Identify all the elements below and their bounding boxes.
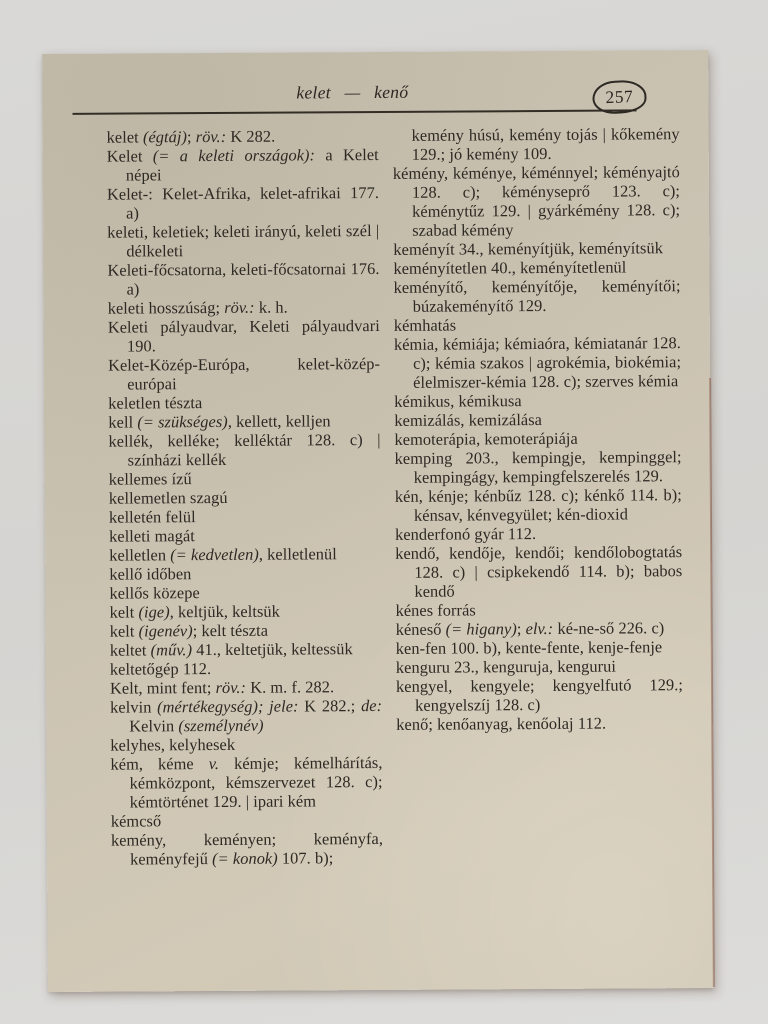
page-header [42, 50, 708, 116]
entry-italic-segment: (= konok) [212, 848, 278, 869]
dictionary-entry [394, 428, 681, 449]
dictionary-entry [395, 599, 682, 620]
dictionary-entry [110, 696, 382, 736]
dictionary-entry [109, 468, 381, 489]
entry-text-segment: Kelet-: Kelet-Afrika, kelet-afrikai 177. a) [106, 182, 380, 223]
entry-italic-segment: röv.: [195, 126, 227, 147]
entry-text-segment: kém, kéme [110, 754, 209, 774]
entry-text-segment: kenderfonó gyár 112. [395, 524, 537, 544]
entry-text-segment: keményítő, keményítője, keményítői; búzakeményítő 129. [393, 276, 681, 316]
entry-text-segment: keltet [109, 640, 151, 660]
dictionary-entry [108, 392, 380, 413]
entry-text-segment: kemoterápia, kemoterápiája [394, 428, 578, 449]
entry-italic-segment: (= kedvetlen) [170, 544, 259, 565]
dictionary-entry [394, 390, 681, 411]
entry-text-segment: K 282. [226, 126, 276, 146]
column-right [393, 124, 685, 867]
entry-text-segment: keltetőgép 112. [109, 659, 212, 679]
dictionary-entry [395, 485, 682, 525]
dictionary-entry [107, 145, 379, 185]
entry-text-segment: , kellett, kelljen [227, 411, 331, 431]
entry-italic-segment: (ige) [138, 602, 170, 622]
dictionary-entry [394, 314, 681, 335]
dictionary-entry [396, 713, 683, 734]
dictionary-entry [393, 238, 680, 259]
entry-text-segment: Kelvin [129, 716, 179, 736]
dictionary-entry [110, 753, 382, 812]
dictionary-entry [108, 411, 380, 432]
dictionary-entry [393, 162, 680, 240]
dictionary-entry [110, 620, 382, 641]
entry-text-segment: kellemetlen szagú [108, 487, 228, 508]
entry-text-segment: kelletén felül [108, 507, 196, 527]
entry-text-segment: kenő; kenőanyag, kenőolaj 112. [396, 713, 607, 734]
entry-text-segment: keletlen tészta [108, 393, 203, 413]
entry-italic-segment: (igenév) [138, 621, 193, 641]
entry-text-segment: kémcső [110, 811, 162, 831]
dictionary-entry [109, 563, 381, 584]
entry-text-segment: kendő, kendője, kendői; kendőlobogtatás 128. c) | csipkekendő 114. b); babos kendő [395, 542, 683, 601]
entry-text-segment: kelt [109, 621, 139, 641]
entry-text-segment: k. h. [254, 297, 288, 317]
dictionary-entry [109, 582, 381, 603]
entry-italic-segment: (égtáj) [142, 127, 188, 147]
entry-text-segment: Kelt, mint fent; [109, 677, 216, 698]
entry-text-segment: kelyhes, kelyhesek [110, 734, 236, 755]
entry-text-segment: Keleti-főcsatorna, keleti-főcsatornai 176. a) [107, 258, 380, 299]
entry-italic-segment: röv.: [215, 677, 247, 697]
dictionary-entry [393, 257, 680, 278]
dictionary-entry [108, 316, 380, 356]
dictionary-content [107, 124, 714, 869]
entry-text-segment: ken-fen 100. b), kente-fente, kenje-fenje [395, 637, 663, 658]
entry-text-segment: kemping 203., kempingje, kempinggel; kempingágy, kempingfelszerelés 129. [394, 447, 682, 487]
entry-text-segment: K. m. f. 282. [245, 677, 335, 697]
entry-text-segment: kellős közepe [109, 583, 200, 603]
entry-text-segment: kén, kénje; kénbűz 128. c); kénkő 114. b); kénsav, kénvegyület; kén-dioxid [394, 485, 682, 525]
dictionary-entry [109, 525, 381, 546]
dictionary-entry [109, 601, 381, 622]
entry-text-segment: K 282.; [298, 696, 362, 716]
dictionary-entry [396, 618, 683, 639]
entry-italic-segment: de: [360, 695, 383, 716]
entry-text-segment: ; [516, 619, 526, 639]
entry-italic-segment: (műv.) [150, 640, 193, 660]
entry-italic-segment: (= higany) [445, 619, 517, 639]
dictionary-entry [396, 637, 683, 658]
dictionary-page [42, 50, 714, 992]
entry-text-segment: , keltjük, keltsük [169, 601, 280, 622]
column-left [107, 126, 384, 869]
dictionary-entry [110, 658, 382, 679]
entry-text-segment: kelletlen [109, 545, 171, 565]
running-title: kelet — kenő [296, 81, 409, 103]
entry-text-segment: kenguru 23., kenguruja, kengurui [395, 656, 617, 677]
entry-text-segment: kémhatás [393, 315, 457, 335]
dictionary-entry [110, 734, 382, 755]
dictionary-entry [107, 126, 379, 147]
entry-text-segment: kelvin [110, 697, 158, 717]
entry-text-segment: Kelet-Közép-Európa, kelet-közép-európai [107, 353, 381, 394]
entry-text-segment: kengyel, kengyele; kengyelfutó 129.; kengyelszíj 128. c) [395, 675, 684, 715]
dictionary-entry [111, 810, 383, 831]
entry-text-segment: kelet [106, 127, 143, 147]
dictionary-entry [110, 677, 382, 698]
entry-text-segment: keményítetlen 40., keményítetlenül [393, 257, 627, 278]
dictionary-entry [107, 221, 379, 261]
dictionary-entry [395, 447, 682, 487]
entry-text-segment: a Kelet népei [125, 144, 379, 185]
entry-text-segment: kéneső [395, 619, 446, 639]
entry-italic-segment: (= szükséges) [137, 411, 228, 432]
dictionary-entry [394, 333, 681, 392]
entry-text-segment: kellő időben [109, 564, 192, 584]
entry-italic-segment: röv.: [224, 297, 255, 317]
entry-text-segment: keleti, keletiek; keleti irányú, keleti szél | délkeleti [107, 220, 380, 261]
entry-text-segment: keményít 34., keményítjük, keményítsük [393, 238, 663, 259]
entry-text-segment: kémény, kéménye, kéménnyel; kéményajtó 128. c); kéményseprő 123. c); kéménytűz 129. | gyárkémény 128. c); szabad kémény [392, 162, 681, 240]
entry-text-segment: kelleti magát [109, 526, 195, 546]
dictionary-entry [108, 430, 380, 470]
dictionary-entry [395, 523, 682, 544]
entry-text-segment: kemény húsú, kemény tojás | kőkemény 129.; jó kemény 109. [411, 124, 680, 164]
entry-text-segment: kénes forrás [395, 600, 476, 620]
entry-text-segment: , kelletlenül [258, 544, 337, 564]
entry-text-segment: Keleti pályaudvar, Keleti pályaudvari 190. [107, 315, 380, 356]
entry-text-segment: kellemes ízű [108, 469, 192, 489]
page-number-badge: 257 [592, 79, 647, 114]
dictionary-entry [396, 675, 683, 715]
entry-italic-segment: (személynév) [178, 715, 264, 736]
entry-text-segment: ké-ne-ső 226. c) [553, 618, 665, 638]
entry-text-segment: kémia, kémiája; kémiaóra, kémiatanár 128. c); kémia szakos | agrokémia, biokémia; élelmiszer-kémia 128. c); szerves kémia [393, 333, 682, 392]
dictionary-entry [395, 542, 682, 601]
dictionary-entry [396, 656, 683, 677]
entry-text-segment: keleti hosszúság; [107, 297, 225, 318]
entry-italic-segment: v. [208, 753, 220, 774]
entry-text-segment: 107. b); [277, 848, 334, 868]
entry-italic-segment: (mértékegység); jele: [157, 696, 299, 717]
entry-text-segment: kell [108, 412, 138, 432]
dictionary-entry [108, 354, 380, 394]
entry-text-segment: kemizálás, kemizálása [394, 409, 543, 430]
entry-text-segment: kémikus, kémikusa [394, 391, 522, 411]
dictionary-entry [107, 183, 379, 223]
dictionary-entry [109, 487, 381, 508]
entry-text-segment: kellék, kelléke; kelléktár 128. c) | színházi kellék [108, 429, 381, 470]
dictionary-entry [109, 506, 381, 527]
entry-text-segment: Kelet [106, 146, 153, 166]
entry-text-segment: ; [186, 127, 196, 147]
entry-italic-segment: (= a keleti országok): [152, 145, 316, 166]
dictionary-entry [108, 297, 380, 318]
dictionary-entry [107, 259, 379, 299]
dictionary-entry [394, 409, 681, 430]
entry-text-segment: ; kelt tészta [192, 620, 269, 641]
dictionary-entry [394, 276, 681, 316]
entry-text-segment: 41., keltetjük, keltessük [191, 639, 353, 660]
entry-italic-segment: elv.: [525, 618, 554, 639]
entry-continuation [393, 124, 680, 164]
dictionary-entry [109, 544, 381, 565]
dictionary-entry [111, 829, 383, 869]
entry-text-segment: kémje; kémelhárítás, kémközpont, kémszervezet 128. c); kémtörténet 129. | ipari kém [129, 752, 383, 812]
entry-text-segment: kelt [109, 602, 139, 622]
entry-text-segment: kemény, keményen; keményfa, keményfejű [110, 828, 383, 869]
header-rule [73, 109, 637, 114]
dictionary-entry [110, 639, 382, 660]
